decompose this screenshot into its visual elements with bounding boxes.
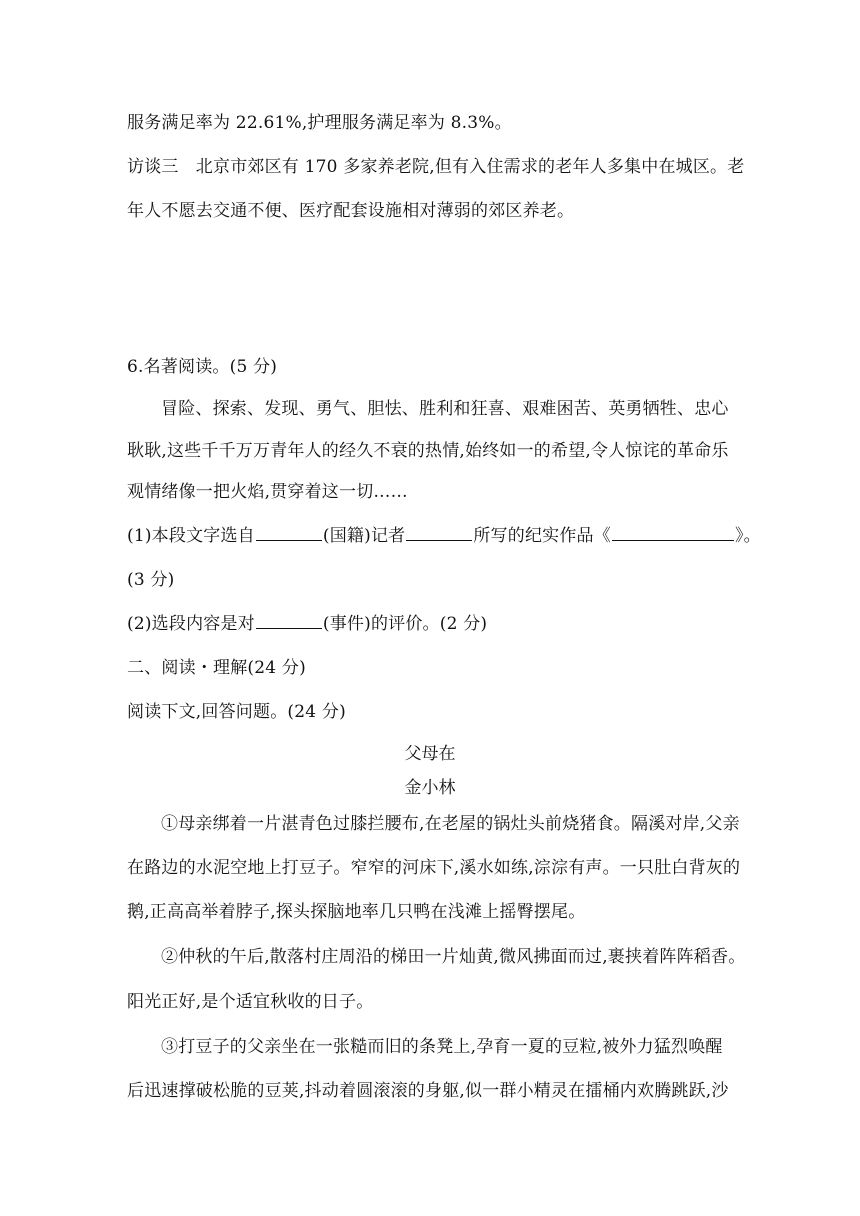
para1-line3: 鹅,正高高举着脖子,探头探脑地率几只鸭在浅滩上摇臀摆尾。 [127, 902, 586, 922]
para3-line1: ③打豆子的父亲坐在一张糙而旧的条凳上,孕育一夏的豆粒,被外力猛烈唤醒 [161, 1037, 723, 1057]
q6-sub2 [127, 609, 487, 634]
para1-line2: 在路边的水泥空地上打豆子。窄窄的河床下,溪水如练,淙淙有声。一只肚白背灰的 [127, 858, 741, 878]
section2-instruction: 阅读下文,回答问题。(24 分) [127, 702, 346, 722]
interview3-line1: 访谈三 北京市郊区有 170 多家养老院,但有入住需求的老年人多集中在城区。老 [127, 157, 745, 177]
para3-line2: 后迅速撑破松脆的豆荚,抖动着圆滚滚的身躯,似一群小精灵在擂桶内欢腾跳跃,沙 [127, 1081, 729, 1101]
q6-sub1-score: (3 分) [127, 570, 175, 590]
answer-blank-nationality[interactable] [256, 524, 322, 541]
interview3-line2: 年人不愿去交通不便、医疗配套设施相对薄弱的郊区养老。 [127, 201, 575, 221]
q6-sub2-text-a: (2)选段内容是对 [127, 614, 255, 634]
para1-line1: ①母亲绑着一片湛青色过膝拦腰布,在老屋的锅灶头前烧猪食。隔溪对岸,父亲 [161, 814, 740, 834]
q6-passage-line3: 观情绪像一把火焰,贯穿着这一切…… [127, 482, 408, 502]
para2-line2: 阳光正好,是个适宜秋收的日子。 [127, 992, 374, 1012]
answer-blank-work-title[interactable] [612, 524, 734, 541]
q6-sub2-text-b: (事件)的评价。(2 分) [322, 614, 488, 634]
q6-sub1-text-b: (国籍)记者 [322, 526, 406, 546]
q6-sub1 [127, 521, 761, 546]
para2-line1: ②仲秋的午后,散落村庄周沿的梯田一片灿黄,微风拂面而过,裹挟着阵阵稻香。 [161, 947, 746, 967]
q6-sub1-text-c: 所写的纪实作品《 [473, 526, 611, 546]
answer-blank-journalist[interactable] [406, 524, 472, 541]
q6-heading: 6.名著阅读。(5 分) [127, 357, 278, 377]
q6-passage-line2: 耿耿,这些千千万万青年人的经久不衰的热情,始终如一的希望,令人惊诧的革命乐 [127, 441, 729, 461]
article-author: 金小林 [404, 778, 456, 798]
q6-sub1-text-d: 》。 [734, 526, 761, 546]
answer-blank-event[interactable] [256, 612, 322, 629]
section2-heading: 二、阅读・理解(24 分) [127, 658, 306, 678]
q6-passage-line1: 冒险、探索、发现、勇气、胆怯、胜利和狂喜、艰难困苦、英勇牺牲、忠心 [161, 399, 729, 419]
interview2-tail: 服务满足率为 22.61%,护理服务满足率为 8.3%。 [127, 113, 512, 133]
q6-sub1-text-a: (1)本段文字选自 [127, 526, 255, 546]
article-title: 父母在 [404, 744, 456, 764]
